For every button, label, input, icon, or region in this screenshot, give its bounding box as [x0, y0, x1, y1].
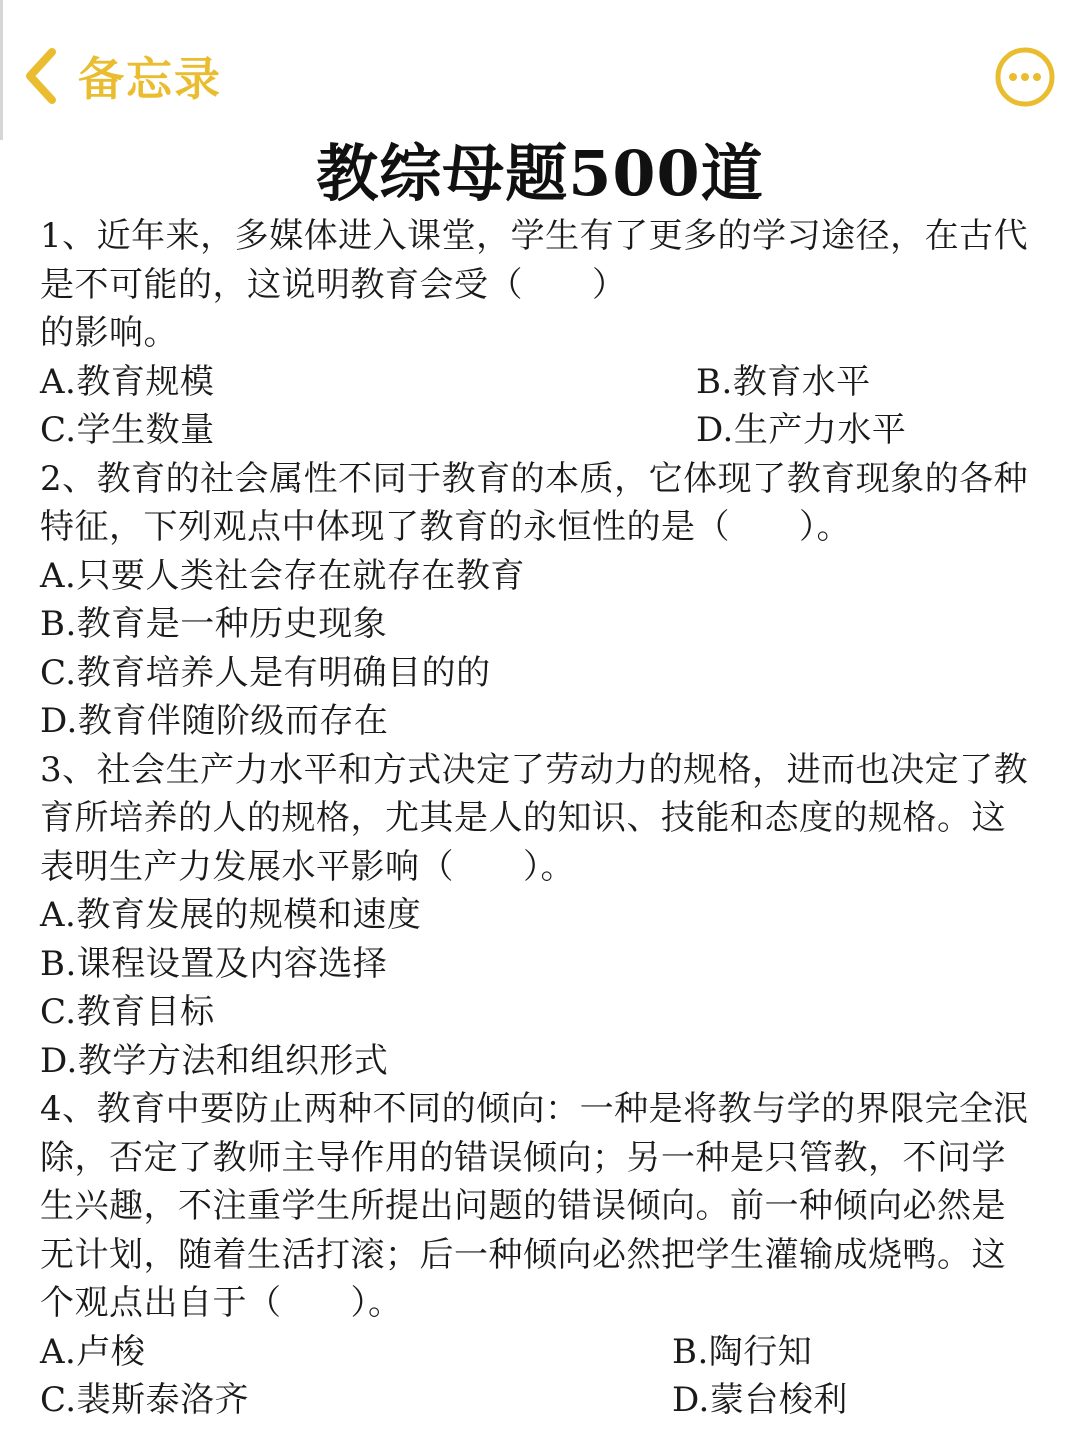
question-4-line-2: 除，否定了教师主导作用的错误倾向；另一种是只管教，不问学 — [40, 1137, 1006, 1178]
question-4-options-row-2 — [40, 1376, 1040, 1425]
question-1-option-a: A.教育规模 — [40, 361, 215, 402]
question-4-line-5: 个观点出自于（ ）。 — [40, 1283, 403, 1323]
question-1-option-c: C.学生数量 — [40, 410, 215, 450]
page-title: 教综母题500道 — [316, 137, 764, 210]
question-4-line-3: 生兴趣，不注重学生所提出问题的错误倾向。前一种倾向必然是 — [40, 1186, 1006, 1226]
question-1-options-row-1 — [40, 358, 1040, 407]
note-content — [40, 212, 1040, 1425]
chevron-left-icon — [22, 46, 58, 106]
question-4 — [40, 1085, 1040, 1425]
question-1-option-d: D.生产力水平 — [696, 410, 907, 450]
question-4-options-row-1 — [40, 1328, 1040, 1377]
question-1-line-2: 是不可能的，这说明教育会受（ ） — [40, 264, 627, 305]
question-3-option-c: C.教育目标 — [40, 992, 215, 1032]
nav-bar — [0, 0, 1080, 140]
question-2-option-b: B.教育是一种历史现象 — [40, 604, 388, 644]
question-3-option-d: D.教学方法和组织形式 — [40, 1040, 389, 1081]
question-3-line-1: 3、社会生产力水平和方式决定了劳动力的规格，进而也决定了教 — [40, 749, 1029, 790]
back-button[interactable] — [22, 36, 222, 116]
question-1-line-3: 的影响。 — [40, 313, 178, 353]
question-1-line-1: 1、近年来，多媒体进入课堂，学生有了更多的学习途径，在古代 — [40, 216, 1029, 256]
back-label: 备忘录 — [78, 52, 222, 106]
question-1 — [40, 212, 1040, 455]
question-2-option-a: A.只要人类社会存在就存在教育 — [40, 555, 525, 596]
question-2-option-c: C.教育培养人是有明确目的的 — [40, 652, 491, 693]
question-2 — [40, 455, 1040, 746]
question-4-option-d: D.蒙台梭利 — [672, 1380, 848, 1420]
question-3-line-3: 表明生产力发展水平影响（ ）。 — [40, 846, 575, 887]
question-4-line-4: 无计划，随着生活打滚；后一种倾向必然把学生灌输成烧鸭。这 — [40, 1234, 1006, 1275]
question-3-option-b: B.课程设置及内容选择 — [40, 943, 388, 984]
question-3 — [40, 746, 1040, 1086]
question-1-option-b: B.教育水平 — [696, 361, 871, 402]
question-4-line-1: 4、教育中要防止两种不同的倾向：一种是将教与学的界限完全泯 — [40, 1089, 1029, 1129]
question-3-option-a: A.教育发展的规模和速度 — [40, 895, 422, 935]
question-2-line-2: 特征，下列观点中体现了教育的永恒性的是（ ）。 — [40, 507, 851, 547]
question-2-option-d: D.教育伴随阶级而存在 — [40, 701, 389, 741]
more-icon — [994, 46, 1056, 108]
question-4-option-b: B.陶行知 — [672, 1331, 813, 1372]
question-3-line-2: 育所培养的人的规格，尤其是人的知识、技能和态度的规格。这 — [40, 798, 1006, 838]
more-button[interactable] — [994, 46, 1056, 108]
question-4-option-c: C.裴斯泰洛齐 — [40, 1380, 250, 1420]
question-1-options-row-2 — [40, 406, 1040, 455]
question-2-line-1: 2、教育的社会属性不同于教育的本质，它体现了教育现象的各种 — [40, 458, 1029, 499]
question-4-option-a: A.卢梭 — [40, 1331, 146, 1372]
